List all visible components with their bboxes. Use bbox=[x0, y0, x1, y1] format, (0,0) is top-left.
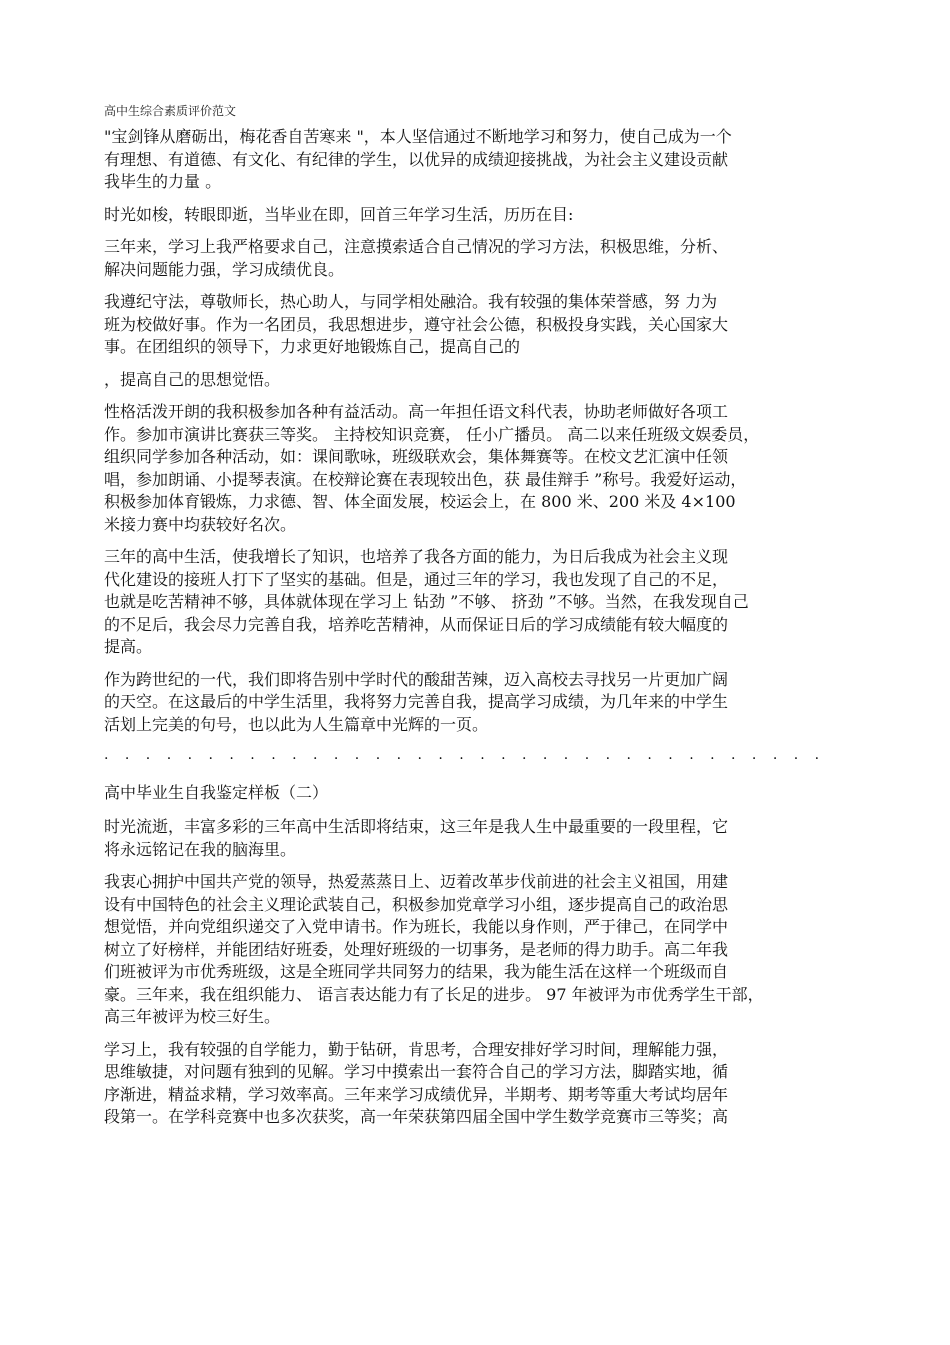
essay-body-2 bbox=[104, 816, 844, 1129]
text-line: 三年来，学习上我严格要求自己，注意摸索适合自己情况的学习方法，积极思维，分析、 bbox=[104, 237, 729, 256]
document-page bbox=[104, 102, 844, 1139]
text-line: 唱，参加朗诵、小提琴表演。在校辩论赛在表现较出色，获 最佳辩手 ”称号。我爱好运动， bbox=[104, 469, 747, 489]
text-line: 高三年被评为校三好生。 bbox=[104, 1007, 281, 1026]
paragraph bbox=[104, 546, 844, 659]
text-line: 思维敏捷，对问题有独到的见解。学习中摸索出一套符合自己的学习方法，脚踏实地，循 bbox=[104, 1062, 729, 1081]
text-line: 活划上完美的句号，也以此为人生篇章中光辉的一页。 bbox=[104, 714, 489, 734]
text-line: 我遵纪守法，尊敬师长，热心助人，与同学相处融洽。我有较强的集体荣誉感，努 力为 bbox=[104, 292, 718, 311]
text-line: 组织同学参加各种活动，如：课间歌咏，班级联欢会，集体舞赛等。在校文艺汇演中任领 bbox=[104, 447, 729, 466]
paragraph bbox=[104, 291, 844, 359]
text-line: 提高。 bbox=[104, 637, 153, 656]
text-line: 段第一。在学科竞赛中也多次获奖，高一年荣获第四届全国中学生数学竞赛市三等奖；高 bbox=[104, 1107, 729, 1126]
text-line: 时光如梭，转眼即逝，当毕业在即，回首三年学习生活，历历在目: bbox=[104, 204, 574, 224]
paragraph bbox=[104, 369, 844, 392]
text-line: 作为跨世纪的一代，我们即将告别中学时代的酸甜苦辣，迈入高校去寻找另一片更加广阔 bbox=[104, 669, 729, 689]
paragraph bbox=[104, 816, 844, 861]
essay-body bbox=[104, 126, 844, 736]
text-line: 豪。三年来，我在组织能力、 语言表达能力有了长足的进步。 97 年被评为市优秀学生干部， bbox=[104, 984, 764, 1004]
paragraph bbox=[104, 236, 844, 281]
text-line: 我毕生的力量 。 bbox=[104, 172, 222, 191]
text-line: 米接力赛中均获较好名次。 bbox=[104, 514, 297, 534]
paragraph bbox=[104, 871, 844, 1029]
text-line: 三年的高中生活，使我增长了知识，也培养了我各方面的能力，为日后我成为社会主义现 bbox=[104, 547, 729, 566]
text-line: 解决问题能力强，学习成绩优良。 bbox=[104, 259, 345, 279]
text-line: 将永远铭记在我的脑海里。 bbox=[104, 839, 297, 859]
paragraph bbox=[104, 1039, 844, 1129]
text-line: ，提高自己的思想觉悟。 bbox=[104, 369, 281, 389]
text-line: 有理想、有道德、有文化、有纪律的学生，以优异的成绩迎接挑战，为社会主义建设贡献 bbox=[104, 149, 729, 169]
text-line: 时光流逝，丰富多彩的三年高中生活即将结束，这三年是我人生中最重要的一段里程，它 bbox=[104, 817, 729, 836]
text-line: 想觉悟，并向党组织递交了入党申请书。作为班长，我能以身作则，严于律己，在同学中 bbox=[104, 917, 729, 936]
paragraph bbox=[104, 401, 844, 536]
text-line: 设有中国特色的社会主义理论武装自己，积极参加党章学习小组，逐步提高自己的政治思 bbox=[104, 894, 729, 914]
paragraph bbox=[104, 204, 844, 227]
paragraph bbox=[104, 126, 844, 194]
text-line: 我衷心拥护中国共产党的领导，热爱蒸蒸日上、迈着改革步伐前进的社会主义祖国，用建 bbox=[104, 872, 729, 891]
text-line: 积极参加体育锻炼，力求德、智、体全面发展，校运会上，在 800 米、200 米及 4×100 bbox=[104, 492, 736, 511]
document-header: 高中生综合素质评价范文 bbox=[104, 104, 237, 118]
section-title: 高中毕业生自我鉴定样板（二） bbox=[104, 783, 329, 802]
text-line: 作。参加市演讲比赛获三等奖。 主持校知识竞赛， 任小广播员。 高二以来任班级文娱委员， bbox=[104, 424, 760, 444]
text-line: 树立了好榜样，并能团结好班委，处理好班级的一切事务，是老师的得力助手。高二年我 bbox=[104, 939, 729, 959]
text-line: 也就是吃苦精神不够，具体就体现在学习上 钻劲 ”不够、 挤劲 ”不够。当然，在我发现自己 bbox=[104, 592, 749, 611]
text-line: 序渐进，精益求精，学习效率高。三年来学习成绩优异，半期考、期考等重大考试均居年 bbox=[104, 1084, 729, 1104]
text-line: 的不足后，我会尽力完善自我，培养吃苦精神，从而保证日后的学习成绩能有较大幅度的 bbox=[104, 614, 729, 634]
text-line: 们班被评为市优秀班级，这是全班同学共同努力的结果，我为能生活在这样一个班级而自 bbox=[104, 962, 729, 981]
text-line: 学习上，我有较强的自学能力，勤于钻研，肯思考，合理安排好学习时间，理解能力强， bbox=[104, 1039, 729, 1059]
text-line: 班为校做好事。作为一名团员，我思想进步，遵守社会公德，积极投身实践，关心国家大 bbox=[104, 314, 729, 334]
text-line: "宝剑锋从磨砺出，梅花香自苦寒来 "，本人坚信通过不断地学习和努力，使自己成为一个 bbox=[104, 127, 732, 146]
text-line: 代化建设的接班人打下了坚实的基础。但是，通过三年的学习，我也发现了自己的不足， bbox=[104, 569, 729, 589]
text-line: 的天空。在这最后的中学生活里，我将努力完善自我，提高学习成绩，为几年来的中学生 bbox=[104, 692, 729, 711]
text-line: 性格活泼开朗的我积极参加各种有益活动。高一年担任语文科代表，协助老师做好各项工 bbox=[104, 402, 729, 421]
paragraph bbox=[104, 669, 844, 737]
dotted-separator: . . . . . . . . . . . . . . . . . . . . . . . . . . . . . . . . . . . bbox=[104, 747, 826, 763]
text-line: 事。在团组织的领导下，力求更好地锻炼自己，提高自己的 bbox=[104, 337, 521, 356]
